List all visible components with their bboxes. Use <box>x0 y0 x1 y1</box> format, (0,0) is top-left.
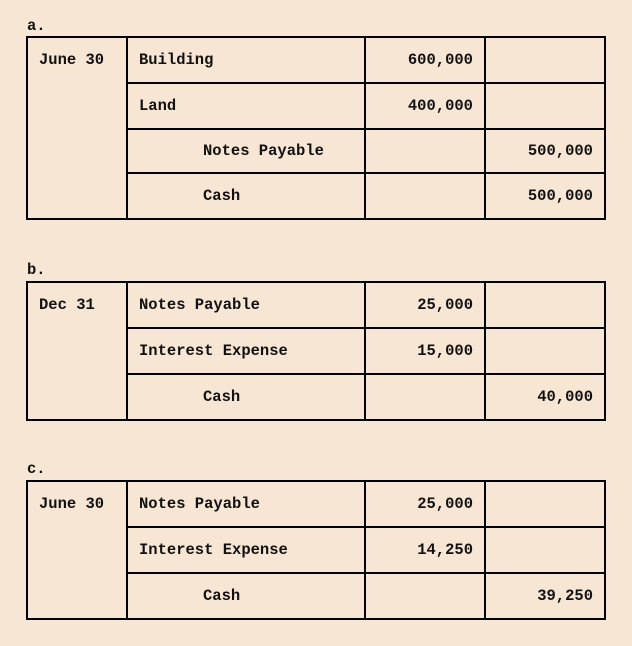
credit-amount <box>485 282 605 328</box>
debit-amount: 14,250 <box>365 527 485 573</box>
debit-amount <box>365 573 485 619</box>
credit-amount: 40,000 <box>485 374 605 420</box>
journal-line <box>27 282 605 328</box>
credit-amount: 39,250 <box>485 573 605 619</box>
debit-amount: 15,000 <box>365 328 485 374</box>
credit-amount: 500,000 <box>485 173 605 219</box>
account-name: Land <box>127 83 365 129</box>
entry-label-b: b. <box>27 261 46 279</box>
entry-label-c: c. <box>27 460 46 478</box>
account-name: Cash <box>127 173 365 219</box>
credit-amount: 500,000 <box>485 129 605 173</box>
account-name: Notes Payable <box>127 282 365 328</box>
debit-amount: 25,000 <box>365 282 485 328</box>
account-name: Notes Payable <box>127 481 365 527</box>
journal-line <box>27 481 605 527</box>
debit-amount: 400,000 <box>365 83 485 129</box>
debit-amount: 600,000 <box>365 37 485 83</box>
debit-amount <box>365 173 485 219</box>
entry-date: June 30 <box>27 37 127 219</box>
debit-amount <box>365 129 485 173</box>
account-name: Interest Expense <box>127 328 365 374</box>
account-name: Notes Payable <box>127 129 365 173</box>
credit-amount <box>485 481 605 527</box>
journal-entry-b <box>26 281 606 421</box>
credit-amount <box>485 37 605 83</box>
credit-amount <box>485 83 605 129</box>
account-name: Interest Expense <box>127 527 365 573</box>
entry-date: Dec 31 <box>27 282 127 420</box>
entry-date: June 30 <box>27 481 127 619</box>
journal-entry-a <box>26 36 606 220</box>
account-name: Cash <box>127 573 365 619</box>
entry-label-a: a. <box>27 17 46 35</box>
account-name: Building <box>127 37 365 83</box>
debit-amount: 25,000 <box>365 481 485 527</box>
debit-amount <box>365 374 485 420</box>
account-name: Cash <box>127 374 365 420</box>
credit-amount <box>485 527 605 573</box>
journal-line <box>27 37 605 83</box>
credit-amount <box>485 328 605 374</box>
journal-entry-c <box>26 480 606 620</box>
